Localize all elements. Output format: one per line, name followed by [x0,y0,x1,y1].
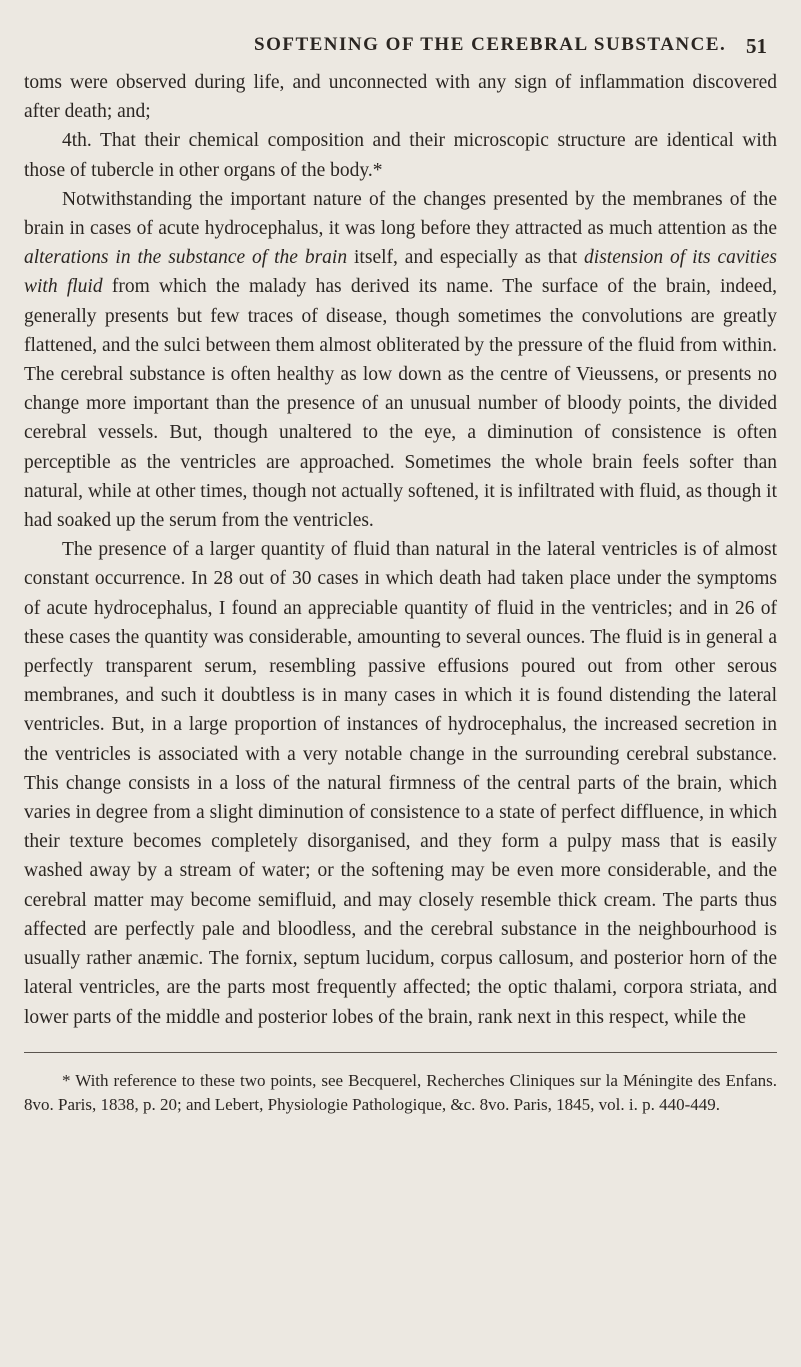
body-text [24,68,777,1032]
emphasis-distension: distension of its cavities with fluid [24,247,778,298]
paragraph-fourth-point: 4th. That their chemical composition and their microscopic structure are identical with those of tubercle in other organs of the body.* [24,130,777,181]
paragraph-membranes [24,185,777,535]
paragraph-fluid: The presence of a larger quantity of fluid than natural in the lateral ventricles is of almost constant occurrence. In 28 out of 30 cases in which death had taken place under the symptoms of acute hydrocephalus, I found an appreciable quantity of fluid in the ventricles; and in 26 of these cases the quantity was considerable, amounting to several ounces. The fluid is in general a perfectly transparent serum, resembling passive effusions poured out from other serous membranes, and such it doubtless is in many cases in which it is found distending the lateral ventricles. But, in a large proportion of instances of hydrocephalus, the increased secretion in the ventricles is associated with a very notable change in the surrounding cerebral substance. This change consists in a loss of the natural firmness of the central parts of the brain, which varies in degree from a slight diminution of consistence to a state of perfect diffluence, in which their texture becomes completely disorganised, and they form a pulpy mass that is easily washed away by a stream of water; or the softening may be even more considerable, and the cerebral matter may become semifluid, and may closely resemble thick cream. The parts thus affected are perfectly pale and bloodless, and the cerebral substance in the neighbourhood is usually rather anæmic. The fornix, septum lucidum, corpus callosum, and posterior horn of the lateral ventricles, are the parts most frequently affected; the optic thalami, corpora striata, and lower parts of the middle and posterior lobes of the brain, rank next in this respect, while the [24,539,777,1028]
running-title: SOFTENING OF THE CEREBRAL SUBSTANCE. [254,34,727,55]
emphasis-alterations: alterations in the substance of the brain [24,247,348,269]
paragraph-text: from which the malady has derived its name. The surface of the brain, indeed, generally presents but few traces of disease, though sometimes the convolutions are greatly flattened, and the sulci between them almost obliterated by the pressure of the fluid from within. The cerebral substance is often healthy as low down as the centre of Vieussens, or presents no change more important than the presence of an unusual number of bloody points, the divided cerebral vessels. But, though unaltered to the eye, a diminution of consistence is often perceptible as the ventricles are approached. Sometimes the whole brain feels softer than natural, while at other times, though not actually softened, it is infiltrated with fluid, as though it had soaked up the serum from the ventricles. [24,276,777,532]
footnote: * With reference to these two points, see Becquerel, Recherches Cliniques sur la Méningite des Enfans. 8vo. Paris, 1838, p. 20; and Lebert, Physiologie Pathologique, &c. 8vo. Paris, 1845, vol. i. p. 440-449. [24,1070,777,1114]
paragraph-text: itself, and especially as that [347,247,585,269]
page-number: 51 [746,34,767,58]
running-head [24,34,777,68]
footnote-divider [24,1052,777,1053]
paragraph-continuation: toms were observed during life, and unconnected with any sign of inflammation discovered after death; and; [24,72,777,123]
paragraph-text: Notwithstanding the important nature of the changes presented by the membranes of the brain in cases of acute hydrocephalus, it was long before they attracted as much attention as the [24,188,777,240]
